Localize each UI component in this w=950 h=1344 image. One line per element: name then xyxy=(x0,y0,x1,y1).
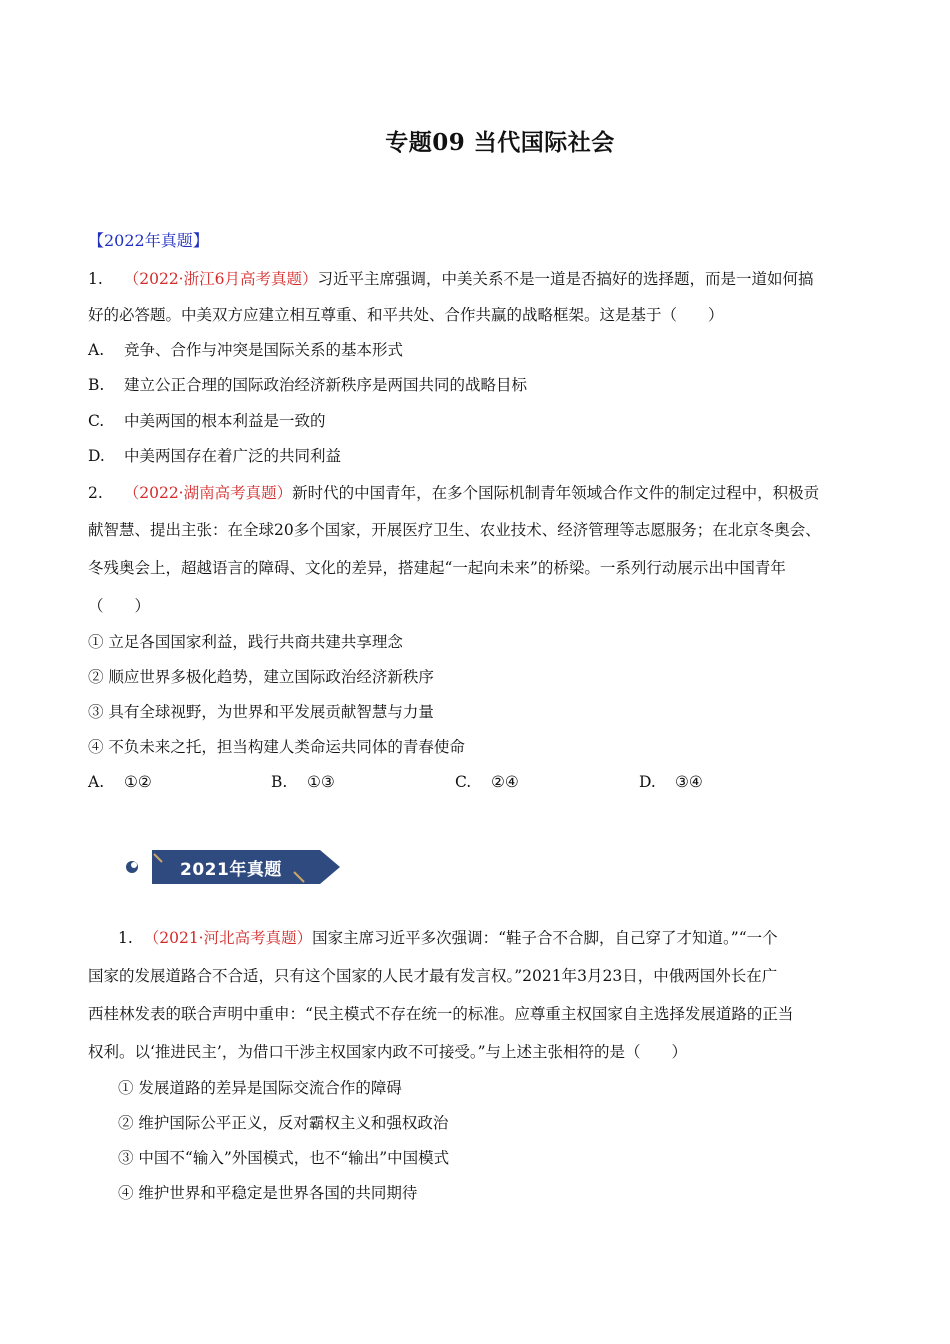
statement-1: ① 立足各国国家利益，践行共商共建共享理念 xyxy=(88,633,403,651)
question-2022-2-line-2: 献智慧、提出主张：在全球20多个国家，开展医疗卫生、农业技术、经济管理等志愿服务；在北京冬奥会、 xyxy=(88,521,821,539)
statement-4: ④ 不负未来之托，担当构建人类命运共同体的青春使命 xyxy=(88,738,465,756)
option-text: 建立公正合理的国际政治经济新秩序是两国共同的战略目标 xyxy=(124,376,528,394)
banner-dot-icon xyxy=(126,861,138,873)
statement-2: ② 维护国际公平正义，反对霸权主义和强权政治 xyxy=(118,1114,449,1132)
choice-c xyxy=(455,772,519,792)
question-2021-1-line-4: 权利。以‘推进民主’，为借口干涉主权国家内政不可接受。”与上述主张相符的是（ ） xyxy=(88,1043,688,1061)
option-label: B. xyxy=(88,376,105,394)
question-source: （2022·湖南高考真题） xyxy=(123,484,293,502)
statement-2: ② 顺应世界多极化趋势，建立国际政治经济新秩序 xyxy=(88,668,434,686)
choice-text: ②④ xyxy=(491,773,519,791)
option-d xyxy=(88,446,342,466)
choice-label: C. xyxy=(455,773,472,791)
choice-text: ①③ xyxy=(307,773,335,791)
question-number: 1. xyxy=(118,929,133,947)
question-source: （2021·河北高考真题） xyxy=(143,929,313,947)
option-text: 中美两国存在着广泛的共同利益 xyxy=(124,447,342,465)
question-2022-2-line-3: 冬残奥会上，超越语言的障碍、文化的差异，搭建起“一起向未来”的桥梁。一系列行动展示出中国青年 xyxy=(88,559,786,577)
statement-3: ③ 中国不“输入”外国模式，也不“输出”中国模式 xyxy=(118,1149,450,1167)
question-stem: 新时代的中国青年，在多个国际机制青年领域合作文件的制定过程中，积极贡 xyxy=(292,484,820,502)
choice-text: ③④ xyxy=(675,773,703,791)
question-2022-1-line-2: 好的必答题。中美双方应建立相互尊重、和平共处、合作共赢的战略框架。这是基于（ ） xyxy=(88,306,724,324)
question-2022-2-line-4: （ ） xyxy=(88,597,151,615)
choice-label: D. xyxy=(639,773,656,791)
question-stem: 国家主席习近平多次强调：“鞋子合不合脚，自己穿了才知道。”“一个 xyxy=(312,929,778,947)
question-2022-2-line-1 xyxy=(88,483,819,503)
question-number: 1. xyxy=(88,270,103,288)
page-title: 专题09 当代国际社会 xyxy=(385,129,615,156)
option-text: 中美两国的根本利益是一致的 xyxy=(124,412,326,430)
question-2021-1-line-2: 国家的发展道路合不合适，只有这个国家的人民才最有发言权。”2021年3月23日，中俄两国外长在广 xyxy=(88,967,778,985)
option-b xyxy=(88,375,528,395)
option-label: C. xyxy=(88,412,105,430)
section-heading-2021: 2021年真题 xyxy=(180,860,282,880)
statement-1: ① 发展道路的差异是国际交流合作的障碍 xyxy=(118,1079,402,1097)
question-number: 2. xyxy=(88,484,103,502)
option-label: A. xyxy=(88,341,105,359)
section-heading-2022: 【2022年真题】 xyxy=(88,231,209,250)
question-2022-1-line-1 xyxy=(88,269,814,289)
option-label: D. xyxy=(88,447,105,465)
choice-text: ①② xyxy=(124,773,152,791)
option-a xyxy=(88,340,404,360)
statement-3: ③ 具有全球视野，为世界和平发展贡献智慧与力量 xyxy=(88,703,434,721)
statement-4: ④ 维护世界和平稳定是世界各国的共同期待 xyxy=(118,1184,418,1202)
question-source: （2022·浙江6月高考真题） xyxy=(123,270,318,288)
option-c xyxy=(88,411,326,431)
question-stem: 习近平主席强调，中美关系不是一道是否搞好的选择题，而是一道如何搞 xyxy=(317,270,814,288)
choice-label: A. xyxy=(88,773,105,791)
question-2021-1-line-1 xyxy=(118,928,778,948)
choice-b xyxy=(271,772,335,792)
choice-d xyxy=(639,772,703,792)
choice-label: B. xyxy=(271,773,288,791)
option-text: 竞争、合作与冲突是国际关系的基本形式 xyxy=(124,341,404,359)
question-2021-1-line-3: 西桂林发表的联合声明中重申：“民主模式不存在统一的标准。应尊重主权国家自主选择发展道路的正当 xyxy=(88,1005,794,1023)
choice-a xyxy=(88,772,152,792)
